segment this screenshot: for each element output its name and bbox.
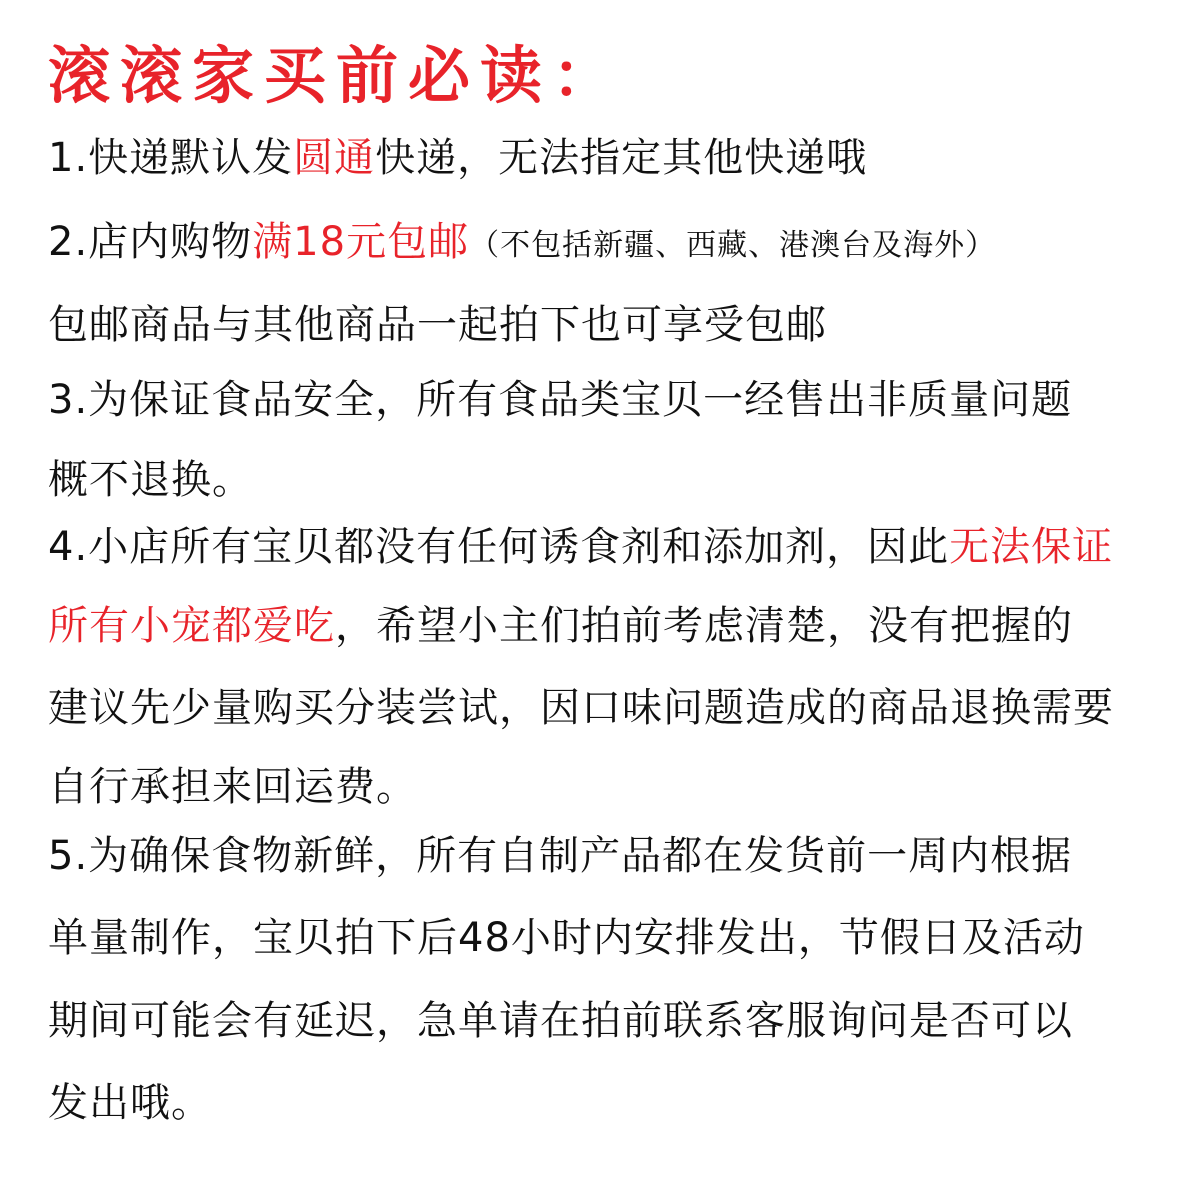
notice-item-5-line-3: 期间可能会有延迟，急单请在拍前联系客服询问是否可以 xyxy=(48,998,1073,1044)
notice-item-3: 3.为保证食品安全，所有食品类宝贝一经售出非质量问题 xyxy=(48,377,1073,423)
notice-item-3-line-2: 概不退换。 xyxy=(48,457,253,503)
page-title: 滚滚家买前必读： xyxy=(48,39,625,112)
notice-item-4-line-2 xyxy=(48,596,1073,656)
item-1-text-end: 快递，无法指定其他快递哦 xyxy=(375,135,868,181)
item-2-note: （不包括新疆、西藏、港澳台及海外） xyxy=(469,228,997,263)
notice-item-2-line-2: 包邮商品与其他商品一起拍下也可享受包邮 xyxy=(48,302,827,348)
item-1-text-start: 1.快递默认发 xyxy=(48,135,294,181)
item-1-highlight: 圆通 xyxy=(293,135,376,181)
notice-item-5-line-2: 单量制作，宝贝拍下后48小时内安排发出，节假日及活动 xyxy=(48,915,1085,961)
item-4-highlight-2: 所有小宠都爱吃 xyxy=(48,603,335,649)
notice-item-4-line-3: 建议先少量购买分装尝试，因口味问题造成的商品退换需要 xyxy=(48,685,1114,731)
item-4-line-2-text: ，希望小主们拍前考虑清楚，没有把握的 xyxy=(335,603,1073,649)
notice-item-2 xyxy=(48,212,996,276)
notice-item-5: 5.为确保食物新鲜，所有自制产品都在发货前一周内根据 xyxy=(48,833,1073,879)
item-4-text-start: 4.小店所有宝贝都没有任何诱食剂和添加剂，因此 xyxy=(48,524,950,570)
notice-item-4 xyxy=(48,517,1113,577)
item-2-highlight: 满18元包邮 xyxy=(252,219,470,265)
item-2-text-start: 2.店内购物 xyxy=(48,219,253,265)
notice-item-5-line-4: 发出哦。 xyxy=(48,1080,212,1126)
item-4-highlight-1: 无法保证 xyxy=(949,524,1114,570)
notice-item-1 xyxy=(48,128,867,188)
notice-item-4-line-4: 自行承担来回运费。 xyxy=(48,764,417,810)
